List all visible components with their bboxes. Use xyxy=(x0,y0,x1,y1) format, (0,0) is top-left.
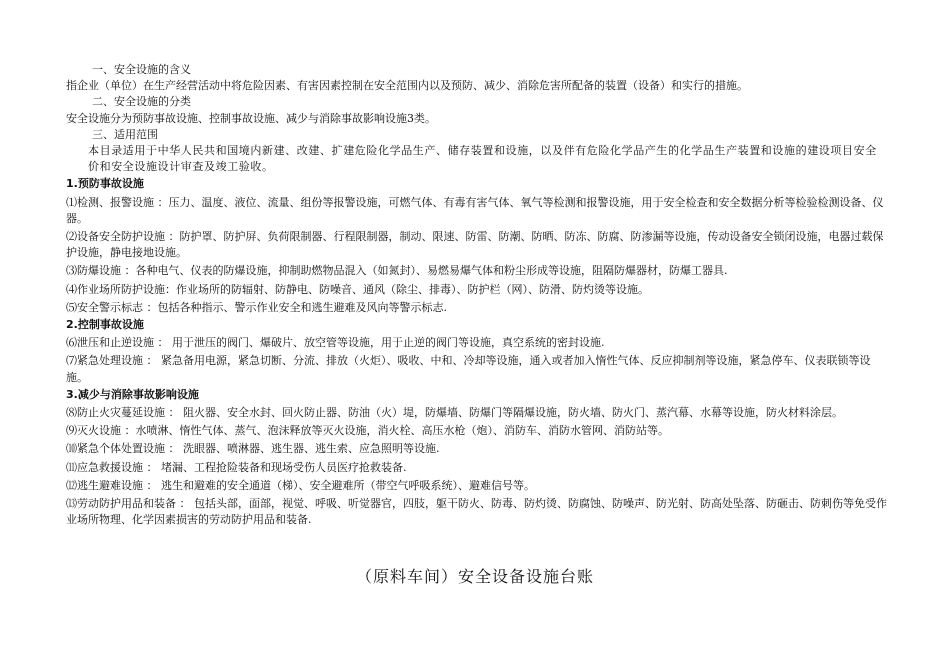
list-item: ⑴检测、报警设施 ：压力、温度、液位、流量、组份等报警设施，可燃气体、有毒有害气体、氧气等检测和报警设施，用于安全检查和安全数据分析等检验检测设备、仪器。 xyxy=(66,195,884,225)
section-scope-title: 三、适用范围 xyxy=(92,127,158,141)
list-item: ⑿逃生避难设施 ： 逃生和避难的安全通道（梯）、安全避难所（带空气呼吸系统）、避难信号等。 xyxy=(66,478,535,492)
section-classification-title: 二、安全设施的分类 xyxy=(92,95,191,109)
group-heading-mitigation: 3.减少与消除事故影响设施 xyxy=(66,387,199,401)
ledger-title: （原料车间）安全设备设施台账 xyxy=(355,567,594,586)
group-heading-control: 2.控制事故设施 xyxy=(66,318,144,332)
list-item: ⑽紧急个体处置设施 ： 洗眼器、喷淋器、逃生器、逃生索、应急照明等设施. xyxy=(66,442,440,456)
list-item: ⑾应急救援设施 ： 堵漏、工程抢险装备和现场受伤人员医疗抢救装备. xyxy=(66,460,407,474)
list-item: ⒀劳动防护用品和装备 ： 包括头部，面部，视觉、呼吸、听觉器官，四肢，躯干防火、防毒、防灼烫、防腐蚀、防噪声、防光射、防高处坠落、防砸击、防刺伤等免受作业场所物理、化学因素损害的劳动防护用品和装备. xyxy=(66,497,887,527)
list-item: ⑻防止火灾蔓延设施 ： 阻火器、安全水封、回火防止器、防油（火）堤，防爆墙、防爆门等隔爆设施，防火墙、防火门、蒸汽幕、水幕等设施，防火材料涂层。 xyxy=(66,406,843,420)
list-item: ⑶防爆设施 ：各种电气、仪表的防爆设施，抑制助燃物品混入（如氮封）、易燃易爆气体和粉尘形成等设施，阻隔防爆器材，防爆工器具. xyxy=(66,264,728,278)
group-heading-prevention: 1.预防事故设施 xyxy=(66,177,144,191)
list-item: ⑸安全警示标志 ：包括各种指示、警示作业安全和逃生避难及风向等警示标志. xyxy=(66,300,447,314)
section-meaning-title: 一、安全设施的含义 xyxy=(92,63,191,76)
list-item: ⑹泄压和止逆设施 ： 用于泄压的阀门、爆破片、放空管等设施，用于止逆的阀门等设施，真空系统的密封设施. xyxy=(66,336,605,350)
section-meaning-text: 指企业（单位）在生产经营活动中将危险因素、有害因素控制在安全范围内以及预防、减少、消除危害所配备的装置（设备）和实行的措施。 xyxy=(66,79,748,93)
list-item: ⑺紧急处理设施 ： 紧急备用电源，紧急切断、分流、排放（火炬）、吸收、中和、冷却等设施，通入或者加入惰性气体、反应抑制剂等设施，紧急停车、仪表联锁等设施。 xyxy=(66,354,871,384)
section-scope-text: 本目录适用于中华人民共和国境内新建、改建、扩建危险化学品生产、储存装置和设施，以及伴有危险化学品产生的化学品生产装置和设施的建设项目安全价和安全设施设计审查及竣工验收。 xyxy=(88,144,877,174)
section-classification-text: 安全设施分为预防事故设施、控制事故设施、减少与消除事故影响设施3类。 xyxy=(66,111,436,125)
document-body xyxy=(66,62,888,528)
list-item: ⑷作业场所防护设施：作业场所的防辐射、防静电、防噪音、通风（除尘、排毒）、防护栏（网）、防滑、防灼烫等设施。 xyxy=(66,282,649,296)
list-item: ⑼灭火设施 ：水喷淋、惰性气体、蒸气、泡沫释放等灭火设施，消火栓、高压水枪（炮）、消防车、消防水管网、消防站等。 xyxy=(66,424,669,438)
list-item: ⑵设备安全防护设施 ：防护罩、防护屏、负荷限制器、行程限制器，制动、限速、防雷、防潮、防晒、防冻、防腐、防渗漏等设施，传动设备安全锁闭设施，电器过载保护设施，静电接地设施。 xyxy=(66,230,884,260)
